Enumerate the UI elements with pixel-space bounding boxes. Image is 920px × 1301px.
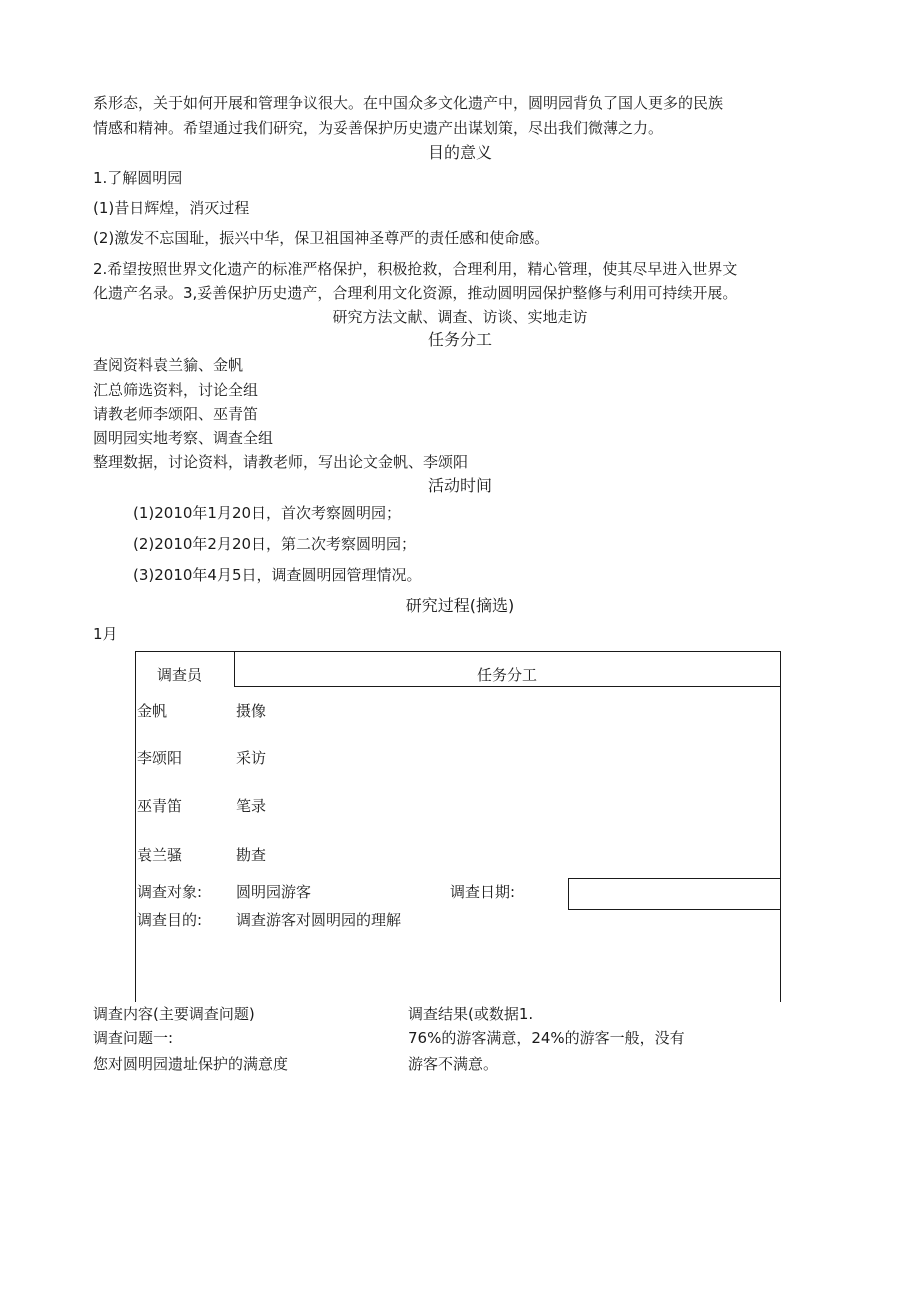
table-top-border bbox=[135, 651, 780, 652]
content-right-header: 调查结果(或数据1. bbox=[408, 1005, 534, 1023]
schedule-item: (3)2010年4月5日，调查圆明园管理情况。 bbox=[133, 566, 422, 584]
table-right-border bbox=[780, 651, 781, 1002]
surveyor-task: 勘查 bbox=[236, 846, 267, 864]
intro-line-1: 系形态，关于如何开展和管理争议很大。在中国众多文化遗产中，圆明园背负了国人更多的民族 bbox=[93, 94, 724, 112]
goal-value: 调查游客对圆明园的理解 bbox=[236, 911, 402, 929]
purpose-heading: 目的意义 bbox=[427, 143, 492, 162]
table-left-border bbox=[135, 651, 136, 1002]
question-text: 您对圆明园遗址保护的满意度 bbox=[93, 1055, 289, 1073]
task-item: 整理数据，讨论资料，请教老师，写出论文金帆、李颂阳 bbox=[93, 453, 469, 471]
surveyor-name: 金帆 bbox=[137, 702, 168, 720]
schedule-item: (1)2010年1月20日，首次考察圆明园； bbox=[133, 504, 402, 522]
date-label: 调查日期: bbox=[450, 883, 516, 901]
target-label: 调查对象: bbox=[137, 883, 203, 901]
date-value-box bbox=[568, 878, 781, 910]
process-month: 1月 bbox=[93, 625, 118, 643]
schedule-item: (2)2010年2月20日，第二次考察圆明园； bbox=[133, 535, 417, 553]
col-header-task: 任务分工 bbox=[476, 666, 537, 684]
task-item: 请教老师李颂阳、巫青笛 bbox=[93, 405, 259, 423]
surveyor-task: 采访 bbox=[236, 749, 267, 767]
schedule-heading: 活动时间 bbox=[427, 476, 492, 495]
surveyor-name: 巫青笛 bbox=[137, 797, 183, 815]
question-label: 调查问题一: bbox=[93, 1029, 174, 1047]
purpose-item-2-line-2: 化遗产名录。3,妥善保护历史遗产，合理利用文化资源，推动圆明园保护整修与利用可持续开展。 bbox=[93, 284, 738, 302]
content-left-header: 调查内容(主要调查问题) bbox=[93, 1005, 255, 1023]
surveyor-task: 笔录 bbox=[236, 797, 267, 815]
purpose-sub-1: (1)昔日辉煌，消灭过程 bbox=[93, 199, 250, 217]
col-header-surveyor: 调查员 bbox=[157, 666, 203, 684]
tasks-heading: 任务分工 bbox=[427, 330, 492, 349]
task-item: 查阅资料袁兰貐、金帆 bbox=[93, 356, 244, 374]
target-value: 圆明园游客 bbox=[236, 883, 312, 901]
surveyor-name: 李颂阳 bbox=[137, 749, 183, 767]
purpose-sub-2: (2)激发不忘国耻，振兴中华，保卫祖国神圣尊严的责任感和使命感。 bbox=[93, 229, 550, 247]
table-header-bottom-border bbox=[234, 686, 780, 687]
task-item: 圆明园实地考察、调查全组 bbox=[93, 429, 274, 447]
goal-label: 调查目的: bbox=[137, 911, 203, 929]
surveyor-name: 袁兰骚 bbox=[137, 846, 183, 864]
result-line-2: 游客不满意。 bbox=[408, 1055, 499, 1073]
purpose-item-1: 1.了解圆明园 bbox=[93, 169, 183, 187]
intro-line-2: 情感和精神。希望通过我们研究，为妥善保护历史遗产出谋划策，尽出我们微薄之力。 bbox=[93, 119, 664, 137]
process-heading: 研究过程(摘选) bbox=[405, 596, 515, 615]
purpose-item-2-line-1: 2.希望按照世界文化遗产的标准严格保护，积极抢救，合理利用，精心管理，使其尽早进入世界文 bbox=[93, 260, 738, 278]
task-item: 汇总筛选资料，讨论全组 bbox=[93, 381, 259, 399]
methods-heading: 研究方法文献、调查、访谈、实地走访 bbox=[332, 308, 588, 326]
result-line-1: 76%的游客满意，24%的游客一般，没有 bbox=[408, 1029, 685, 1047]
surveyor-task: 摄像 bbox=[236, 702, 267, 720]
